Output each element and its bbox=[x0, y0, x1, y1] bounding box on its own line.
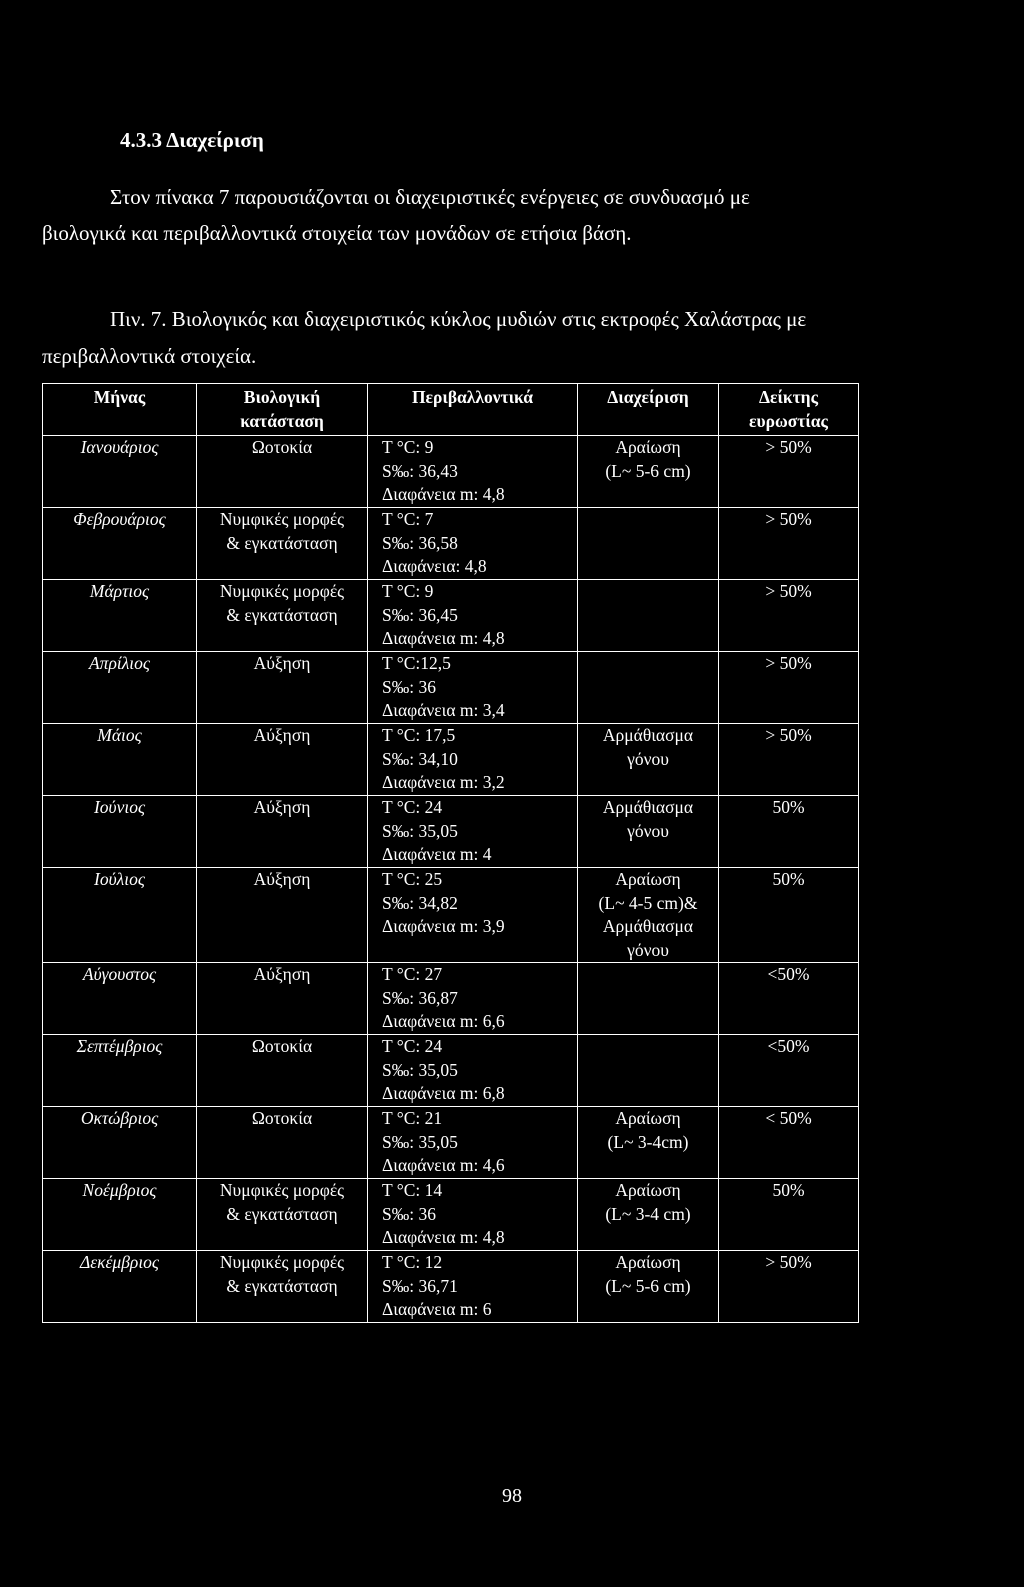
environmental-cell-line: S‰: 35,05 bbox=[382, 820, 458, 841]
management-cell bbox=[578, 1251, 719, 1323]
condition-index-cell bbox=[719, 963, 859, 1035]
month-cell-text: Ιούνιος bbox=[93, 797, 146, 817]
biological-state-cell-line: Νυμφικές μορφές bbox=[219, 581, 345, 601]
month-cell-text: Δεκέμβριος bbox=[79, 1252, 160, 1272]
table-row bbox=[43, 1179, 859, 1251]
month-cell bbox=[43, 1251, 197, 1323]
management-cell-line: Αραίωση bbox=[615, 869, 681, 889]
table-caption-line-1: Πιν. 7. Βιολογικός και διαχειριστικός κύκλος μυδιών στις εκτροφές Χαλάστρας με bbox=[110, 307, 807, 331]
environmental-cell bbox=[368, 436, 578, 508]
management-cell-line: Αραίωση bbox=[615, 1180, 681, 1200]
biological-state-cell-line: Αύξηση bbox=[253, 653, 311, 673]
environmental-cell-line: S‰: 36,87 bbox=[382, 987, 458, 1008]
management-cell bbox=[578, 436, 719, 508]
page-number: 98 bbox=[502, 1485, 522, 1507]
environmental-cell-line: T °C:12,5 bbox=[382, 653, 451, 673]
environmental-cell-line: T °C: 17,5 bbox=[382, 725, 456, 745]
management-cell bbox=[578, 963, 719, 1035]
biological-state-cell bbox=[197, 580, 368, 652]
management-cell-line: (L~ 5-6 cm) bbox=[605, 460, 691, 481]
condition-index-cell-text: > 50% bbox=[765, 437, 812, 457]
table-row bbox=[43, 868, 859, 963]
condition-index-cell-text: 50% bbox=[772, 1180, 805, 1200]
environmental-cell bbox=[368, 963, 578, 1035]
environmental-cell-line: T °C: 24 bbox=[382, 797, 443, 817]
environmental-cell-line: Διαφάνεια m: 4,6 bbox=[382, 1155, 505, 1175]
environmental-cell-line: S‰: 36,58 bbox=[382, 532, 458, 553]
month-cell bbox=[43, 652, 197, 724]
environmental-cell-line: S‰: 36,43 bbox=[382, 460, 458, 481]
environmental-cell-line: S‰: 35,05 bbox=[382, 1131, 458, 1152]
environmental-cell-line: S‰: 34,10 bbox=[382, 748, 458, 769]
biological-state-cell bbox=[197, 652, 368, 724]
environmental-cell bbox=[368, 724, 578, 796]
condition-index-cell-text: > 50% bbox=[765, 509, 812, 529]
month-cell-text: Νοέμβριος bbox=[82, 1180, 157, 1200]
environmental-cell-line: T °C: 12 bbox=[382, 1252, 443, 1272]
table-header-row bbox=[43, 384, 859, 436]
intro-line-2: βιολογικά και περιβαλλοντικά στοιχεία των μονάδων σε ετήσια βάση. bbox=[42, 221, 632, 245]
management-cell-line: γόνου bbox=[627, 748, 669, 769]
management-cell-line: Αρμάθιασμα bbox=[602, 725, 694, 745]
biological-state-cell-line: Αύξηση bbox=[253, 725, 311, 745]
month-cell-text: Φεβρουάριος bbox=[73, 509, 166, 529]
management-cell-line: (L~ 3-4 cm) bbox=[605, 1203, 691, 1224]
month-cell bbox=[43, 1107, 197, 1179]
management-cell bbox=[578, 796, 719, 868]
management-cell-line: (L~ 4-5 cm)& bbox=[598, 892, 698, 913]
management-cell bbox=[578, 1035, 719, 1107]
biological-state-cell bbox=[197, 868, 368, 963]
month-cell bbox=[43, 508, 197, 580]
header-condition-index bbox=[719, 384, 859, 436]
environmental-cell-line: S‰: 36 bbox=[382, 676, 436, 697]
month-cell-text: Σεπτέμβριος bbox=[76, 1036, 163, 1056]
biological-state-cell bbox=[197, 796, 368, 868]
management-cell bbox=[578, 1179, 719, 1251]
month-cell bbox=[43, 724, 197, 796]
condition-index-cell bbox=[719, 436, 859, 508]
month-cell bbox=[43, 963, 197, 1035]
header-mgmt-label: Διαχείριση bbox=[607, 387, 689, 407]
management-cell-line: γόνου bbox=[627, 939, 669, 960]
environmental-cell-line: Διαφάνεια m: 3,4 bbox=[382, 700, 505, 720]
header-month-label: Μήνας bbox=[93, 387, 146, 407]
condition-index-cell-text: > 50% bbox=[765, 653, 812, 673]
header-month bbox=[43, 384, 197, 436]
condition-index-cell bbox=[719, 868, 859, 963]
management-cell bbox=[578, 1107, 719, 1179]
header-bio-line-1: Βιολογική bbox=[243, 387, 321, 407]
table-row bbox=[43, 436, 859, 508]
management-cell-line: Αρμάθιασμα bbox=[602, 916, 694, 936]
table-row bbox=[43, 796, 859, 868]
environmental-cell-line: S‰: 35,05 bbox=[382, 1059, 458, 1080]
environmental-cell-line: Διαφάνεια m: 6,8 bbox=[382, 1083, 505, 1103]
environmental-cell-line: Διαφάνεια m: 4,8 bbox=[382, 628, 505, 648]
biological-state-cell-line: Ωοτοκία bbox=[251, 437, 313, 457]
biological-state-cell-line: Νυμφικές μορφές bbox=[219, 1180, 345, 1200]
management-cell-line: (L~ 3-4cm) bbox=[607, 1131, 689, 1152]
month-cell bbox=[43, 436, 197, 508]
month-cell-text: Απρίλιος bbox=[88, 653, 150, 673]
table-body bbox=[43, 436, 859, 1323]
biological-state-cell-line: & εγκατάσταση bbox=[226, 1203, 338, 1224]
environmental-cell bbox=[368, 1107, 578, 1179]
intro-line-1: Στον πίνακα 7 παρουσιάζονται οι διαχειριστικές ενέργειες σε συνδυασμό με bbox=[110, 185, 750, 209]
condition-index-cell bbox=[719, 1035, 859, 1107]
management-cell-line: Αραίωση bbox=[615, 1108, 681, 1128]
month-cell bbox=[43, 868, 197, 963]
management-cell bbox=[578, 508, 719, 580]
management-cell-line: (L~ 5-6 cm) bbox=[605, 1275, 691, 1296]
header-bio-line-2: κατάσταση bbox=[240, 410, 324, 431]
management-cell bbox=[578, 724, 719, 796]
biological-state-cell bbox=[197, 963, 368, 1035]
month-cell-text: Οκτώβριος bbox=[80, 1108, 159, 1128]
condition-index-cell-text: < 50% bbox=[765, 1108, 812, 1128]
condition-index-cell-text: > 50% bbox=[765, 581, 812, 601]
management-cell bbox=[578, 652, 719, 724]
biological-state-cell-line: & εγκατάσταση bbox=[226, 604, 338, 625]
management-cell-line: γόνου bbox=[627, 820, 669, 841]
environmental-cell-line: Διαφάνεια m: 4,8 bbox=[382, 1227, 505, 1247]
section-heading: 4.3.3 Διαχείριση bbox=[120, 128, 264, 152]
environmental-cell-line: T °C: 7 bbox=[382, 509, 434, 529]
table-caption-line-2: περιβαλλοντικά στοιχεία. bbox=[42, 344, 257, 368]
environmental-cell bbox=[368, 1035, 578, 1107]
condition-index-cell-text: > 50% bbox=[765, 1252, 812, 1272]
table-row bbox=[43, 724, 859, 796]
environmental-cell-line: S‰: 36,71 bbox=[382, 1275, 458, 1296]
table-row bbox=[43, 508, 859, 580]
environmental-cell-line: T °C: 25 bbox=[382, 869, 443, 889]
environmental-cell bbox=[368, 652, 578, 724]
month-cell-text: Ιανουάριος bbox=[80, 437, 159, 457]
table-row bbox=[43, 963, 859, 1035]
month-cell bbox=[43, 1035, 197, 1107]
condition-index-cell-text: 50% bbox=[772, 869, 805, 889]
biological-state-cell-line: Ωοτοκία bbox=[251, 1108, 313, 1128]
environmental-cell bbox=[368, 580, 578, 652]
biological-state-cell-line: Νυμφικές μορφές bbox=[219, 509, 345, 529]
environmental-cell bbox=[368, 508, 578, 580]
condition-index-cell bbox=[719, 508, 859, 580]
management-cell bbox=[578, 868, 719, 963]
header-index-line-1: Δείκτης bbox=[759, 387, 818, 407]
biological-state-cell bbox=[197, 724, 368, 796]
environmental-cell bbox=[368, 796, 578, 868]
condition-index-cell-text: 50% bbox=[772, 797, 805, 817]
condition-index-cell bbox=[719, 1179, 859, 1251]
month-cell bbox=[43, 1179, 197, 1251]
biological-state-cell-line: & εγκατάσταση bbox=[226, 1275, 338, 1296]
condition-index-cell bbox=[719, 580, 859, 652]
biological-state-cell bbox=[197, 1251, 368, 1323]
management-cell-line: Αραίωση bbox=[615, 437, 681, 457]
management-cell bbox=[578, 580, 719, 652]
table-row bbox=[43, 1035, 859, 1107]
environmental-cell bbox=[368, 868, 578, 963]
month-cell-text: Ιούλιος bbox=[94, 869, 145, 889]
environmental-cell-line: T °C: 24 bbox=[382, 1036, 443, 1056]
environmental-cell-line: Διαφάνεια m: 4 bbox=[382, 844, 492, 864]
biological-state-cell-line: Αύξηση bbox=[253, 797, 311, 817]
environmental-cell-line: T °C: 21 bbox=[382, 1108, 443, 1128]
environmental-cell bbox=[368, 1179, 578, 1251]
environmental-cell-line: Διαφάνεια m: 6,6 bbox=[382, 1011, 505, 1031]
environmental-cell-line: T °C: 9 bbox=[382, 437, 434, 457]
environmental-cell bbox=[368, 1251, 578, 1323]
biological-state-cell bbox=[197, 1107, 368, 1179]
environmental-cell-line: S‰: 36,45 bbox=[382, 604, 458, 625]
environmental-cell-line: Διαφάνεια m: 3,2 bbox=[382, 772, 505, 792]
condition-index-cell-text: > 50% bbox=[765, 725, 812, 745]
header-biological-state bbox=[197, 384, 368, 436]
header-environmental bbox=[368, 384, 578, 436]
month-cell bbox=[43, 580, 197, 652]
environmental-cell-line: T °C: 9 bbox=[382, 581, 434, 601]
condition-index-cell bbox=[719, 652, 859, 724]
biological-state-cell bbox=[197, 508, 368, 580]
biological-state-cell bbox=[197, 436, 368, 508]
environmental-cell-line: S‰: 36 bbox=[382, 1203, 436, 1224]
biological-state-cell-line: Νυμφικές μορφές bbox=[219, 1252, 345, 1272]
header-management bbox=[578, 384, 719, 436]
condition-index-cell bbox=[719, 1251, 859, 1323]
biological-state-cell-line: Ωοτοκία bbox=[251, 1036, 313, 1056]
condition-index-cell bbox=[719, 724, 859, 796]
environmental-cell-line: T °C: 27 bbox=[382, 964, 443, 984]
header-env-label: Περιβαλλοντικά bbox=[411, 387, 534, 407]
environmental-cell-line: T °C: 14 bbox=[382, 1180, 443, 1200]
table-row bbox=[43, 652, 859, 724]
table-row bbox=[43, 1107, 859, 1179]
condition-index-cell bbox=[719, 796, 859, 868]
environmental-cell-line: Διαφάνεια: 4,8 bbox=[382, 556, 487, 576]
monthly-cycle-table bbox=[42, 383, 859, 1323]
table-row bbox=[43, 1251, 859, 1323]
environmental-cell-line: Διαφάνεια m: 6 bbox=[382, 1299, 492, 1319]
condition-index-cell-text: <50% bbox=[767, 964, 810, 984]
environmental-cell-line: S‰: 34,82 bbox=[382, 892, 458, 913]
table-row bbox=[43, 580, 859, 652]
biological-state-cell bbox=[197, 1035, 368, 1107]
condition-index-cell-text: <50% bbox=[767, 1036, 810, 1056]
environmental-cell-line: Διαφάνεια m: 3,9 bbox=[382, 916, 505, 936]
month-cell-text: Αύγουστος bbox=[82, 964, 157, 984]
management-cell-line: Αρμάθιασμα bbox=[602, 797, 694, 817]
biological-state-cell-line: Αύξηση bbox=[253, 869, 311, 889]
management-cell-line: Αραίωση bbox=[615, 1252, 681, 1272]
biological-state-cell bbox=[197, 1179, 368, 1251]
biological-state-cell-line: & εγκατάσταση bbox=[226, 532, 338, 553]
condition-index-cell bbox=[719, 1107, 859, 1179]
month-cell-text: Μάρτιος bbox=[89, 581, 150, 601]
month-cell bbox=[43, 796, 197, 868]
biological-state-cell-line: Αύξηση bbox=[253, 964, 311, 984]
environmental-cell-line: Διαφάνεια m: 4,8 bbox=[382, 484, 505, 504]
month-cell-text: Μάιος bbox=[97, 725, 142, 745]
header-index-line-2: ευρωστίας bbox=[749, 410, 828, 431]
